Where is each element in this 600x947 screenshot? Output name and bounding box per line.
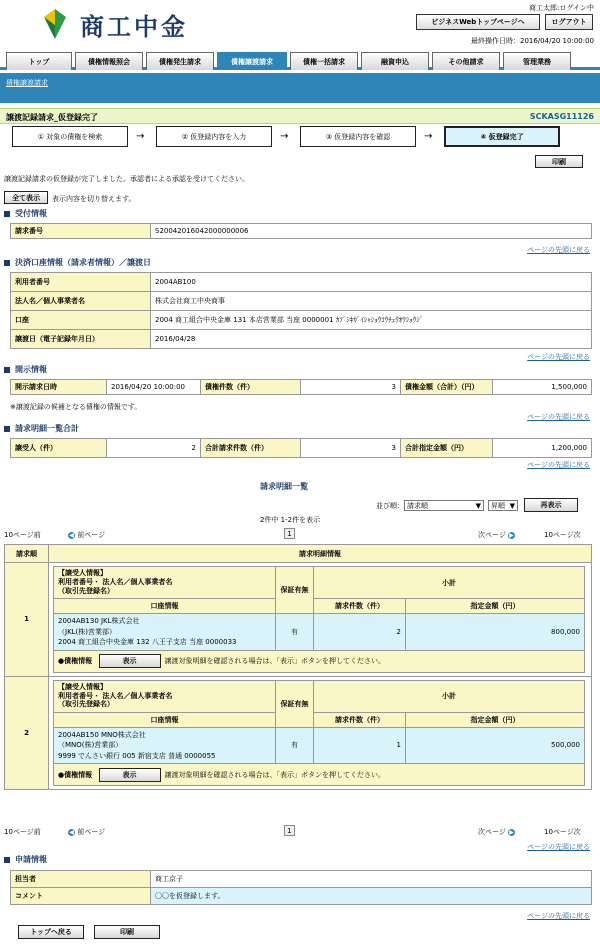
person-in-charge-value: 商工京子 (151, 871, 592, 888)
next-10-pages-link[interactable]: 10ページ次 (544, 828, 581, 836)
step-arrow-icon: → (136, 131, 145, 142)
bond-info-row (54, 650, 585, 672)
subnav-link-transfer[interactable]: 債権譲渡請求 (6, 79, 48, 87)
transferee-info-label: 【譲受人情報】 (58, 569, 107, 578)
screen-id: SCKASG11126 (529, 112, 594, 121)
prev-page-link[interactable] (68, 827, 105, 837)
detail-table (4, 544, 592, 790)
guarantee-header: 保証有無 (276, 567, 314, 614)
guarantee-header: 保証有無 (276, 680, 314, 727)
next-page-label: 次ページ (478, 828, 506, 836)
section-marker-icon (4, 211, 10, 217)
section-summary (4, 423, 79, 434)
logo-mark-icon (38, 7, 72, 41)
transferee-info-2 (54, 727, 276, 764)
completion-message: 譲渡記録請求の仮登録が完了しました。承認者による承認を受けてください。 (4, 175, 249, 183)
chevron-down-icon: ▼ (509, 501, 515, 510)
detail-inner-table (53, 566, 585, 673)
bond-count-value: 3 (301, 380, 401, 395)
tab-bond-transfer[interactable]: 債権譲渡請求 (217, 52, 287, 70)
back-to-top-link[interactable]: ページの先頭に戻る (527, 353, 590, 361)
back-to-top-button[interactable]: トップへ戻る (18, 925, 84, 939)
user-name-header: 利用者番号・ 法人名／個人事業者名 (58, 578, 173, 587)
total-request-count-label: 合計請求件数（件） (201, 439, 301, 458)
section-disclosure (4, 364, 47, 375)
account-value: 2004 商工組合中央金庫 131 本店営業部 当座 0000001 ｶﾌﾞｼｷｶﾞｲｼｬｼｮｳｺｳﾁｭｳｵｳｼｮｳｼﾞ (151, 311, 592, 330)
registered-name-header: （取引先登録名） (58, 700, 114, 709)
section-heading: 開示情報 (15, 365, 47, 374)
disclosure-table (10, 379, 592, 395)
redisplay-button[interactable]: 再表示 (524, 498, 578, 512)
tab-other[interactable]: その他請求 (432, 52, 500, 70)
show-all-description: 表示内容を切り替えます。 (52, 195, 136, 203)
transferee-info-1 (54, 614, 276, 651)
tab-admin[interactable]: 管理業務 (503, 52, 571, 70)
amount-header: 指定金額（円） (406, 599, 585, 614)
detail-row-1 (49, 563, 592, 677)
disclosure-datetime-value: 2016/04/20 10:00:00 (107, 380, 201, 395)
order-select[interactable] (488, 500, 518, 511)
guarantee-value: 有 (276, 614, 314, 651)
tab-bond-inquiry[interactable]: 債権情報照会 (75, 52, 143, 70)
transferee-account: 9999 でんさい銀行 005 新宿支店 普通 0000055 (58, 751, 216, 760)
section-application (4, 854, 47, 865)
section-marker-icon (4, 857, 10, 863)
page-number-current[interactable]: 1 (284, 825, 295, 836)
user-status: 商工太郎:ログイン中 (528, 4, 594, 12)
subtotal-header: 小計 (314, 680, 585, 712)
account-table (10, 272, 592, 349)
tab-bulk-request[interactable]: 債権一括請求 (290, 52, 358, 70)
user-number-value: 2004AB100 (151, 273, 592, 292)
prev-10-pages-link[interactable]: 10ページ前 (4, 828, 41, 836)
page-title: 譲渡記録請求_仮登録完了 (6, 113, 98, 122)
account-info-header: 口座情報 (54, 712, 276, 727)
sub-nav (0, 73, 600, 103)
section-reception (4, 208, 47, 219)
sort-select-value: 請求順 (407, 501, 428, 510)
tab-top[interactable]: トップ (6, 52, 72, 70)
registered-name-header: （取引先登録名） (58, 586, 114, 595)
section-heading: 受付情報 (15, 209, 47, 218)
transferee-count-label: 譲受人（件） (11, 439, 107, 458)
bond-show-note: 譲渡対象明細を確認される場合は、「表示」ボタンを押してください。 (164, 770, 386, 779)
prev-10-pages-link[interactable]: 10ページ前 (4, 531, 41, 539)
bond-show-note: 譲渡対象明細を確認される場合は、「表示」ボタンを押してください。 (164, 657, 386, 665)
request-count-value: 1 (314, 727, 406, 764)
user-name-header: 利用者番号・ 法人名／個人事業者名 (58, 691, 173, 700)
user-number-label: 利用者番号 (11, 273, 151, 292)
transferee-info-label: 【譲受人情報】 (58, 682, 107, 691)
bond-show-button[interactable]: 表示 (99, 768, 161, 782)
logo (38, 5, 228, 43)
bond-info-row (54, 764, 585, 786)
section-marker-icon (4, 367, 10, 373)
section-account (4, 257, 151, 268)
amount-value: 500,000 (406, 727, 585, 764)
application-table (10, 870, 592, 905)
next-arrow-icon: ▶ (509, 531, 514, 539)
step-arrow-icon: → (280, 131, 289, 142)
account-label: 口座 (11, 311, 151, 330)
prev-page-label: 前ページ (77, 531, 106, 539)
next-page-link[interactable] (478, 827, 515, 837)
transferee-header (54, 567, 276, 599)
sort-select[interactable] (404, 500, 484, 511)
step-2: ② 仮登録内容を入力 (156, 126, 272, 147)
total-amount-value: 1,200,000 (493, 439, 592, 458)
detail-inner-table (53, 680, 585, 787)
logo-text: 商工中金 (80, 11, 188, 41)
comment-label: コメント (11, 888, 151, 905)
request-number-value: S20042016042000000006 (151, 224, 592, 239)
back-to-top-link[interactable]: ページの先頭に戻る (527, 912, 590, 920)
transferee-name: 2004AB150 MNO株式会社 (58, 730, 146, 739)
detail-list-heading: 請求明細一覧 (260, 482, 308, 491)
transferee-account: 2004 商工組合中央金庫 132 八王子支店 当座 0000033 (58, 638, 237, 646)
col-request-order: 請求順 (5, 545, 49, 563)
step-1: ① 対象の債権を検索 (12, 126, 128, 147)
account-info-header: 口座情報 (54, 599, 276, 614)
sort-label: 並び順： (376, 502, 404, 510)
page-title-bar (0, 108, 600, 124)
next-10-pages-link[interactable]: 10ページ次 (544, 531, 581, 539)
section-heading: 申請情報 (15, 855, 47, 864)
back-to-top-link[interactable]: ページの先頭に戻る (527, 413, 590, 421)
request-count-header: 請求件数（件） (314, 599, 406, 614)
bond-amount-label: 債権金額（合計）（円） (401, 380, 493, 395)
back-to-top-link[interactable]: ページの先頭に戻る (527, 461, 590, 469)
back-to-top-link[interactable]: ページの先頭に戻る (527, 246, 590, 254)
comment-value: 〇〇を仮登録します。 (151, 888, 592, 905)
chevron-down-icon: ▼ (475, 501, 481, 510)
person-in-charge-label: 担当者 (11, 871, 151, 888)
footer-print-button[interactable]: 印刷 (94, 925, 160, 939)
total-amount-label: 合計指定金額（円） (401, 439, 493, 458)
subtotal-header: 小計 (314, 567, 585, 599)
transferee-header (54, 680, 276, 712)
amount-header: 指定金額（円） (406, 712, 585, 727)
logout-button[interactable]: ログアウト (545, 14, 593, 30)
section-marker-icon (4, 426, 10, 432)
next-arrow-icon: ▶ (509, 828, 514, 836)
prev-arrow-icon: ◀ (69, 828, 74, 836)
company-name-label: 法人名／個人事業者名 (11, 292, 151, 311)
page-number-current[interactable]: 1 (284, 528, 295, 539)
col-request-detail: 請求明細情報 (49, 545, 592, 563)
bond-info-label: ●債権情報 (58, 770, 93, 779)
section-heading: 決済口座情報（請求者情報）／譲渡日 (15, 258, 151, 267)
disclosure-datetime-label: 開示請求日時 (11, 380, 107, 395)
section-marker-icon (4, 260, 10, 266)
step-4-current: ④ 仮登録完了 (444, 126, 560, 147)
step-3: ③ 仮登録内容を確認 (300, 126, 416, 147)
prev-arrow-icon: ◀ (69, 531, 74, 539)
reception-table (10, 223, 592, 239)
request-count-header: 請求件数（件） (314, 712, 406, 727)
order-select-value: 昇順 (491, 501, 505, 510)
show-all-button[interactable]: 全て表示 (4, 191, 48, 204)
business-web-top-button[interactable]: ビジネスWebトップページへ (416, 14, 540, 30)
transferee-count-value: 2 (107, 439, 201, 458)
amount-value: 800,000 (406, 614, 585, 651)
row-order-2: 2 (5, 676, 49, 790)
tab-bond-issue[interactable]: 債権発生請求 (146, 52, 214, 70)
back-to-top-link[interactable]: ページの先頭に戻る (527, 843, 590, 851)
transfer-date-label: 譲渡日（電子記録年月日） (11, 330, 151, 349)
result-count: 2件中 1-2件を表示 (260, 516, 321, 524)
prev-page-link[interactable] (68, 530, 105, 540)
next-page-label: 次ページ (478, 531, 506, 539)
header (0, 0, 600, 48)
transferee-name: 2004AB130 JKL株式会社 (58, 617, 140, 625)
print-button[interactable]: 印刷 (535, 155, 583, 168)
bond-show-button[interactable]: 表示 (99, 654, 161, 668)
request-number-label: 請求番号 (11, 224, 151, 239)
transferee-registered-name: （MNO(株)営業部） (58, 741, 123, 749)
bond-amount-value: 1,500,000 (493, 380, 592, 395)
guarantee-value: 有 (276, 727, 314, 764)
main-tabs (0, 49, 600, 70)
transfer-date-value: 2016/04/28 (151, 330, 592, 349)
section-heading: 請求明細一覧合計 (15, 424, 79, 433)
transferee-registered-name: （JKL(株)営業部） (58, 627, 117, 636)
disclosure-note: ※譲渡記録の候補となる債権の情報です。 (10, 403, 142, 411)
bond-count-label: 債権件数（件） (201, 380, 301, 395)
detail-row-2 (49, 676, 592, 790)
last-operation-time: 最終操作日時：2016/04/20 10:00:00 (470, 37, 594, 45)
company-name-value: 株式会社商工中央商事 (151, 292, 592, 311)
bond-info-label: ●債権情報 (58, 657, 93, 665)
tab-loan[interactable]: 融資申込 (361, 52, 429, 70)
step-arrow-icon: → (424, 131, 433, 142)
prev-page-label: 前ページ (77, 828, 106, 836)
total-request-count-value: 3 (301, 439, 401, 458)
request-count-value: 2 (314, 614, 406, 651)
summary-table (10, 438, 592, 458)
next-page-link[interactable] (478, 530, 515, 540)
row-order-1: 1 (5, 563, 49, 677)
